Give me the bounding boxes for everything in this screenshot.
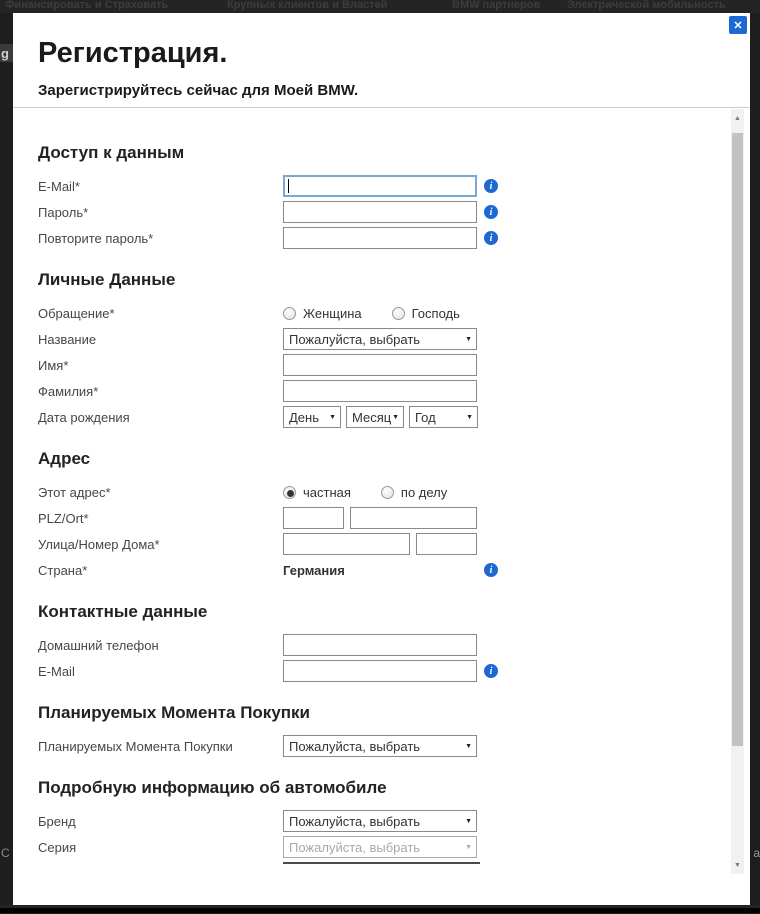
chevron-down-icon: ▼ xyxy=(465,743,472,750)
form-row-name-title xyxy=(38,328,731,350)
house-number-field[interactable] xyxy=(416,533,477,555)
select-value: Пожалуйста, выбрать xyxy=(289,738,421,754)
series-select xyxy=(283,836,477,858)
section-contact xyxy=(38,603,731,682)
info-icon[interactable]: i xyxy=(484,664,498,678)
select-value: Пожалуйста, выбрать xyxy=(289,331,421,347)
form-row-email xyxy=(38,175,731,197)
plz-field[interactable] xyxy=(283,507,344,529)
modal-title: Регистрация. xyxy=(38,37,228,69)
form-row-last-name xyxy=(38,380,731,402)
modal-header xyxy=(13,13,750,108)
background-text-fragment: С xyxy=(1,846,10,860)
modal-scrollbar[interactable] xyxy=(731,109,744,874)
brand-label: Бренд xyxy=(38,813,76,829)
street-label: Улица/Номер Дома* xyxy=(38,536,160,552)
section-personal-data xyxy=(38,271,731,428)
scrollbar-thumb[interactable] xyxy=(732,133,743,746)
background-nav-item: BMW партнеров xyxy=(452,0,541,11)
section-vehicle-info xyxy=(38,779,731,864)
background-nav-item: Финансировать и Страховать xyxy=(5,0,169,11)
form-row-address-type xyxy=(38,481,731,503)
ort-field[interactable] xyxy=(350,507,477,529)
country-label: Страна* xyxy=(38,562,88,578)
purchase-time-select[interactable] xyxy=(283,735,477,757)
password-field[interactable] xyxy=(283,201,477,223)
background-nav-item: Электрической мобильность xyxy=(567,0,726,11)
section-title: Доступ к данным xyxy=(38,143,185,162)
address-type-radio-group xyxy=(283,485,477,500)
form-row-country xyxy=(38,559,731,581)
address-type-label: Этот адрес* xyxy=(38,484,111,500)
form-row-series xyxy=(38,836,731,858)
scroll-down-icon[interactable]: ▼ xyxy=(734,861,741,869)
purchase-time-label: Планируемых Момента Покупки xyxy=(38,738,233,754)
form-row-birthdate xyxy=(38,406,731,428)
close-button[interactable] xyxy=(729,16,747,34)
section-title: Планируемых Момента Покупки xyxy=(38,703,310,722)
radio-female[interactable] xyxy=(283,307,296,320)
radio-private-label: частная xyxy=(303,484,351,500)
registration-form xyxy=(13,109,731,905)
email-label: E-Mail* xyxy=(38,178,80,194)
name-title-label: Название xyxy=(38,331,97,347)
brand-select[interactable] xyxy=(283,810,477,832)
background-nav-bar xyxy=(0,0,760,13)
section-title: Личные Данные xyxy=(38,270,176,289)
info-icon[interactable]: i xyxy=(484,179,498,193)
last-name-label: Фамилия* xyxy=(38,383,99,399)
form-row-password xyxy=(38,201,731,223)
last-name-field[interactable] xyxy=(283,380,477,402)
form-row-brand xyxy=(38,810,731,832)
repeat-password-field[interactable] xyxy=(283,227,477,249)
radio-female-label: Женщина xyxy=(303,305,362,321)
chevron-down-icon: ▼ xyxy=(465,336,472,343)
next-field-partial-border xyxy=(283,862,480,864)
radio-option-female xyxy=(283,306,362,321)
form-row-salutation xyxy=(38,302,731,324)
info-icon[interactable]: i xyxy=(484,205,498,219)
form-row-first-name xyxy=(38,354,731,376)
form-row-repeat-password xyxy=(38,227,731,249)
contact-email-field[interactable] xyxy=(283,660,477,682)
background-bottom-strip xyxy=(0,905,760,914)
background-nav-item: Крупных клиентов и Властей xyxy=(227,0,388,11)
radio-business[interactable] xyxy=(381,486,394,499)
birth-month-select[interactable] xyxy=(346,406,404,428)
name-title-select[interactable] xyxy=(283,328,477,350)
phone-field[interactable] xyxy=(283,634,477,656)
chevron-down-icon: ▼ xyxy=(465,844,472,851)
form-row-contact-email xyxy=(38,660,731,682)
background-text-fragment: a xyxy=(753,846,760,860)
country-value: Германия xyxy=(283,562,345,578)
salutation-radio-group xyxy=(283,306,490,321)
select-value: Год xyxy=(415,409,436,425)
section-purchase-time xyxy=(38,704,731,757)
select-value: Пожалуйста, выбрать xyxy=(289,839,421,855)
email-field[interactable] xyxy=(283,175,477,197)
series-label: Серия xyxy=(38,839,77,855)
section-title: Контактные данные xyxy=(38,602,208,621)
repeat-password-label: Повторите пароль* xyxy=(38,230,154,246)
form-row-phone xyxy=(38,634,731,656)
password-label: Пароль* xyxy=(38,204,89,220)
section-data-access xyxy=(38,144,731,249)
radio-private[interactable] xyxy=(283,486,296,499)
section-title: Адрес xyxy=(38,449,91,468)
chevron-down-icon: ▼ xyxy=(465,818,472,825)
radio-option-male xyxy=(392,306,460,321)
chevron-down-icon: ▼ xyxy=(466,414,473,421)
radio-male-label: Господь xyxy=(411,305,460,321)
radio-business-label: по делу xyxy=(400,484,448,500)
radio-male[interactable] xyxy=(392,307,405,320)
section-address xyxy=(38,450,731,581)
contact-email-label: E-Mail xyxy=(38,663,75,679)
phone-label: Домашний телефон xyxy=(38,637,159,653)
form-row-purchase-time xyxy=(38,735,731,757)
info-icon[interactable]: i xyxy=(484,563,498,577)
modal-subtitle: Зарегистрируйтесь сейчас для Моей BMW. xyxy=(38,82,359,99)
close-icon: ✕ xyxy=(733,19,743,32)
registration-modal xyxy=(13,13,750,905)
chevron-down-icon: ▼ xyxy=(329,414,336,421)
select-value: Месяц xyxy=(352,409,392,425)
info-icon[interactable]: i xyxy=(484,231,498,245)
plz-ort-label: PLZ/Ort* xyxy=(38,510,89,526)
background-text-fragment: g xyxy=(1,46,9,61)
select-value: Пожалуйста, выбрать xyxy=(289,813,421,829)
first-name-field[interactable] xyxy=(283,354,477,376)
form-row-street xyxy=(38,533,731,555)
birth-day-select[interactable] xyxy=(283,406,341,428)
birthdate-label: Дата рождения xyxy=(38,409,130,425)
section-title: Подробную информацию об автомобиле xyxy=(38,778,387,797)
street-field[interactable] xyxy=(283,533,410,555)
chevron-down-icon: ▼ xyxy=(392,414,399,421)
radio-option-business xyxy=(381,485,447,500)
scroll-up-icon[interactable]: ▲ xyxy=(734,114,741,122)
select-value: День xyxy=(289,409,319,425)
first-name-label: Имя* xyxy=(38,357,69,373)
background-bottom-bar xyxy=(0,908,760,913)
text-cursor xyxy=(288,179,289,193)
radio-option-private xyxy=(283,485,351,500)
birth-year-select[interactable] xyxy=(409,406,478,428)
form-row-plz-ort xyxy=(38,507,731,529)
salutation-label: Обращение* xyxy=(38,305,115,321)
